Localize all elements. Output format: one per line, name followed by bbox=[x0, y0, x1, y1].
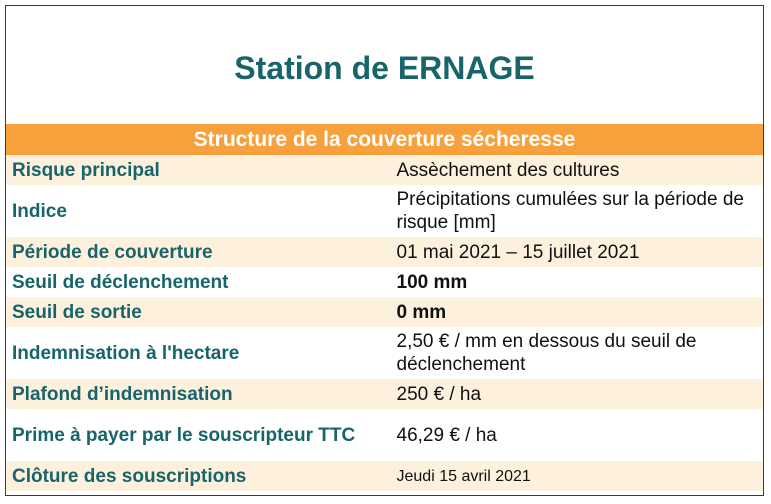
table-row bbox=[6, 185, 763, 237]
table-row bbox=[6, 237, 763, 267]
coverage-card bbox=[5, 5, 764, 496]
coverage-table bbox=[6, 124, 763, 491]
row-value-indemnisation: 2,50 € / mm en dessous du seuil de déclenchement bbox=[396, 331, 697, 375]
row-label-cloture: Clôture des souscriptions bbox=[12, 465, 247, 487]
row-label-indice: Indice bbox=[12, 200, 67, 222]
station-title: Station de ERNAGE bbox=[234, 49, 535, 86]
table-row bbox=[6, 461, 763, 491]
title-area bbox=[6, 6, 763, 124]
row-label-seuil-declenchement: Seuil de déclenchement bbox=[12, 271, 229, 293]
row-value-plafond: 250 € / ha bbox=[396, 383, 482, 405]
row-value-risque: Assèchement des cultures bbox=[396, 159, 620, 181]
table-row bbox=[6, 379, 763, 409]
table-row bbox=[6, 409, 763, 461]
row-value-seuil-declenchement: 100 mm bbox=[396, 271, 468, 293]
row-value-cloture: Jeudi 15 avril 2021 bbox=[396, 467, 531, 485]
table-row bbox=[6, 297, 763, 327]
table-row bbox=[6, 267, 763, 297]
row-label-prime: Prime à payer par le souscripteur TTC bbox=[12, 424, 356, 446]
row-value-periode: 01 mai 2021 – 15 juillet 2021 bbox=[396, 241, 640, 263]
row-label-plafond: Plafond d’indemnisation bbox=[12, 383, 233, 405]
table-header-row bbox=[6, 124, 763, 155]
row-label-seuil-sortie: Seuil de sortie bbox=[12, 301, 142, 323]
table-row bbox=[6, 327, 763, 379]
row-value-indice: Précipitations cumulées sur la période de risque [mm] bbox=[396, 189, 744, 233]
table-row bbox=[6, 155, 763, 185]
row-label-risque: Risque principal bbox=[12, 159, 160, 181]
row-label-periode: Période de couverture bbox=[12, 241, 213, 263]
row-value-seuil-sortie: 0 mm bbox=[396, 301, 447, 323]
row-label-indemnisation: Indemnisation à l'hectare bbox=[12, 342, 240, 364]
row-value-prime: 46,29 € / ha bbox=[396, 424, 497, 446]
table-header: Structure de la couverture sécheresse bbox=[6, 124, 763, 155]
